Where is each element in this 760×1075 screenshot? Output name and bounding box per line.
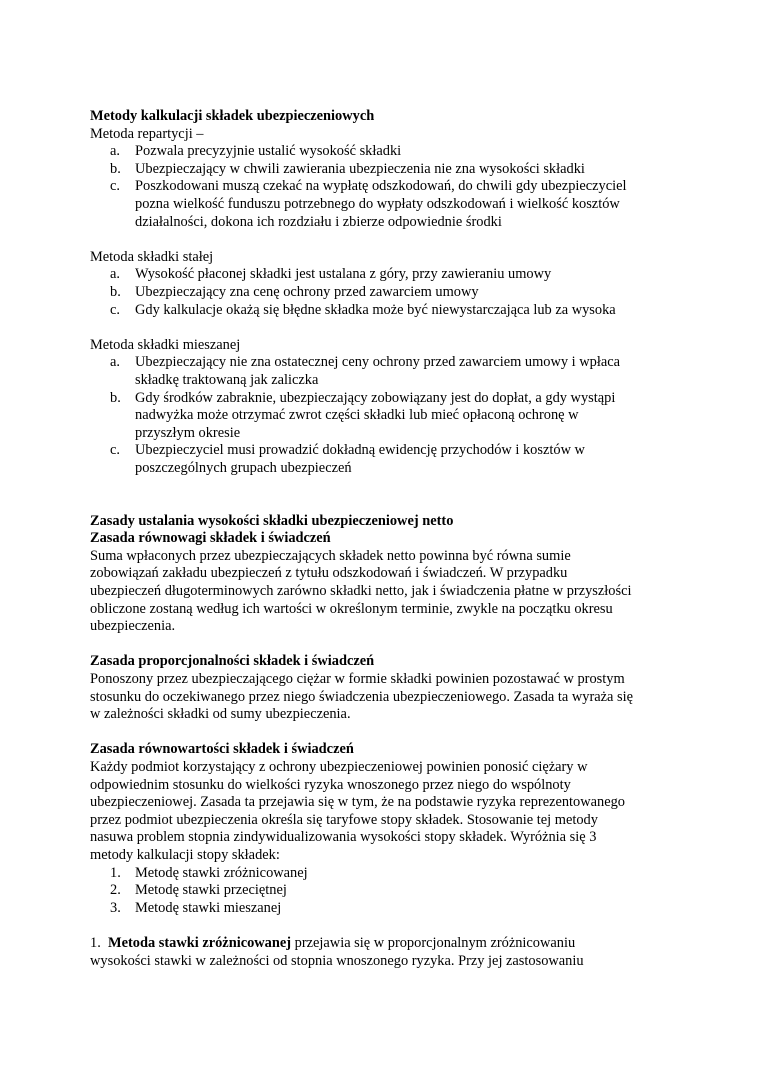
paragraph-line: przez podmiot ubezpieczenia określa się taryfowe stopy składek. Stosowanie tej metody	[90, 811, 598, 828]
paragraph-line: wysokości stawki w zależności od stopnia wnoszonego ryzyka. Przy jej zastosowaniu	[90, 952, 584, 969]
list-item-text: składkę traktowaną jak zaliczka	[135, 371, 319, 388]
paragraph-line: ubezpieczeniowej. Zasada ta przejawia się w tym, że na podstawie ryzyka reprezentowanego	[90, 794, 625, 811]
list-marker: a.	[110, 354, 120, 371]
paragraph-line: Każdy podmiot korzystający z ochrony ubezpieczeniowej powinien ponosić ciężary w	[90, 758, 588, 775]
list-item	[90, 882, 680, 900]
list-marker: 3.	[110, 899, 121, 916]
list-item	[90, 178, 680, 231]
list-item-text: Pozwala precyzyjnie ustalić wysokość składki	[135, 143, 402, 160]
list-methods	[90, 865, 680, 918]
list-item-text: Ubezpieczający zna cenę ochrony przed zawarciem umowy	[135, 283, 479, 300]
list-item	[90, 442, 680, 477]
list-skladka-mieszana	[90, 354, 680, 477]
list-item-text: Metodę stawki przeciętnej	[135, 882, 287, 899]
list-marker: c.	[110, 301, 120, 318]
list-item	[90, 900, 680, 918]
list-marker: a.	[110, 266, 120, 283]
list-item-text: Ubezpieczający w chwili zawierania ubezpieczenia nie zna wysokości składki	[135, 160, 585, 177]
paragraph-line: ubezpieczeń długoterminowych zarówno składki netto, jak i świadczenia płatne w przyszłości	[90, 583, 632, 600]
list-item-text: Wysokość płaconej składki jest ustalana z góry, przy zawieraniu umowy	[135, 266, 552, 283]
list-item-text: Gdy środków zabraknie, ubezpieczający zobowiązany jest do dopłat, a gdy wystąpi	[135, 389, 616, 406]
heading-repartycja: Metoda repartycji –	[90, 125, 204, 142]
list-item-text: Ubezpieczający nie zna ostatecznej ceny ochrony przed zawarciem umowy i wpłaca	[135, 354, 621, 371]
section-title-principles: Zasady ustalania wysokości składki ubezpieczeniowej netto	[90, 512, 454, 529]
section-title-methods: Metody kalkulacji składek ubezpieczeniowych	[90, 108, 375, 124]
list-item	[90, 266, 680, 284]
paragraph-line: Ponoszony przez ubezpieczającego ciężar w formie składki powinien pozostawać w prostym	[90, 671, 625, 687]
list-marker: b.	[110, 389, 121, 406]
paragraph-rownowartosc	[90, 759, 680, 865]
spacer	[90, 917, 680, 935]
list-marker: b.	[110, 160, 121, 177]
heading-rownowaga: Zasada równowagi składek i świadczeń	[90, 530, 331, 547]
heading-skladka-mieszana: Metoda składki mieszanej	[90, 336, 241, 353]
list-item	[90, 284, 680, 302]
list-marker: b.	[110, 283, 121, 300]
spacer	[90, 724, 680, 742]
list-item	[90, 302, 680, 320]
document-content	[90, 108, 680, 970]
list-item-text: przyszłym okresie	[135, 424, 241, 441]
list-item	[90, 143, 680, 161]
paragraph-line: nasuwa problem stopnia zindywidualizowania wysokości stopy składek. Wyróżnia się 3	[90, 829, 597, 846]
list-marker: 2.	[110, 882, 121, 899]
spacer	[90, 495, 680, 513]
list-marker: a.	[110, 143, 120, 160]
list-item	[90, 865, 680, 883]
paragraph-line: odpowiednim stosunku do wielkości ryzyka wnoszonego przez niego do wspólnoty	[90, 776, 571, 793]
list-item-text: działalności, dokona ich rozdziału i zbierze odpowiednie środki	[135, 213, 502, 230]
list-item-text: nadwyżka może otrzymać zwrot części składki lub mieć opłaconą ochronę w	[135, 407, 579, 424]
spacer	[90, 231, 680, 249]
paragraph-line: metody kalkulacji stopy składek:	[90, 846, 280, 863]
term-stawka-zroznicowana: Metoda stawki zróżnicowanej	[108, 934, 292, 951]
list-item	[90, 161, 680, 179]
list-marker: 1.	[110, 864, 121, 881]
list-item-text: Metodę stawki zróżnicowanej	[135, 864, 308, 881]
paragraph-rownowaga	[90, 548, 680, 636]
paragraph-line: Suma wpłaconych przez ubezpieczających składek netto powinna być równa sumie	[90, 547, 571, 564]
list-skladka-stala	[90, 266, 680, 319]
list-item-text: Metodę stawki mieszanej	[135, 899, 282, 916]
heading-rownowartosc: Zasada równowartości składek i świadczeń	[90, 741, 354, 758]
paragraph-line: w zależności składki od sumy ubezpieczenia.	[90, 706, 351, 723]
list-item-text: Ubezpieczyciel musi prowadzić dokładną ewidencję przychodów i kosztów w	[135, 442, 585, 459]
list-marker: c.	[110, 442, 120, 459]
spacer	[90, 477, 680, 495]
paragraph-text: przejawia się w proporcjonalnym zróżnicowaniu	[294, 934, 576, 951]
list-item-text: Poszkodowani muszą czekać na wypłatę odszkodowań, do chwili gdy ubezpieczyciel	[135, 178, 627, 195]
spacer	[90, 636, 680, 654]
spacer	[90, 319, 680, 337]
paragraph-line: obliczone zostaną według ich wartości w określonym terminie, zwykle na początku okresu	[90, 600, 613, 617]
heading-skladka-stala: Metoda składki stałej	[90, 248, 214, 265]
list-item-text: pozna wielkość funduszu potrzebnego do wypłaty odszkodowań i wielkość kosztów	[135, 195, 620, 212]
paragraph-stawka-zroznicowana	[90, 935, 680, 953]
paragraph-line: ubezpieczenia.	[90, 618, 176, 635]
list-item-text: poszczególnych grupach ubezpieczeń	[135, 459, 352, 476]
paragraph-line: zobowiązań zakładu ubezpieczeń z tytułu odszkodowań i świadczeń. W przypadku	[90, 565, 568, 582]
list-repartycja	[90, 143, 680, 231]
paragraph-line: stosunku do oczekiwanego przez niego świadczenia ubezpieczeniowego. Zasada ta wyraża się	[90, 688, 634, 705]
list-item	[90, 354, 680, 389]
heading-proporcjonalnosc: Zasada proporcjonalności składek i świadczeń	[90, 653, 375, 670]
list-item	[90, 390, 680, 443]
paragraph-proporcjonalnosc	[90, 671, 680, 724]
list-item-text: Gdy kalkulacje okażą się błędne składka może być niewystarczająca lub za wysoka	[135, 301, 616, 318]
paragraph-number: 1.	[90, 934, 101, 951]
list-marker: c.	[110, 178, 120, 195]
